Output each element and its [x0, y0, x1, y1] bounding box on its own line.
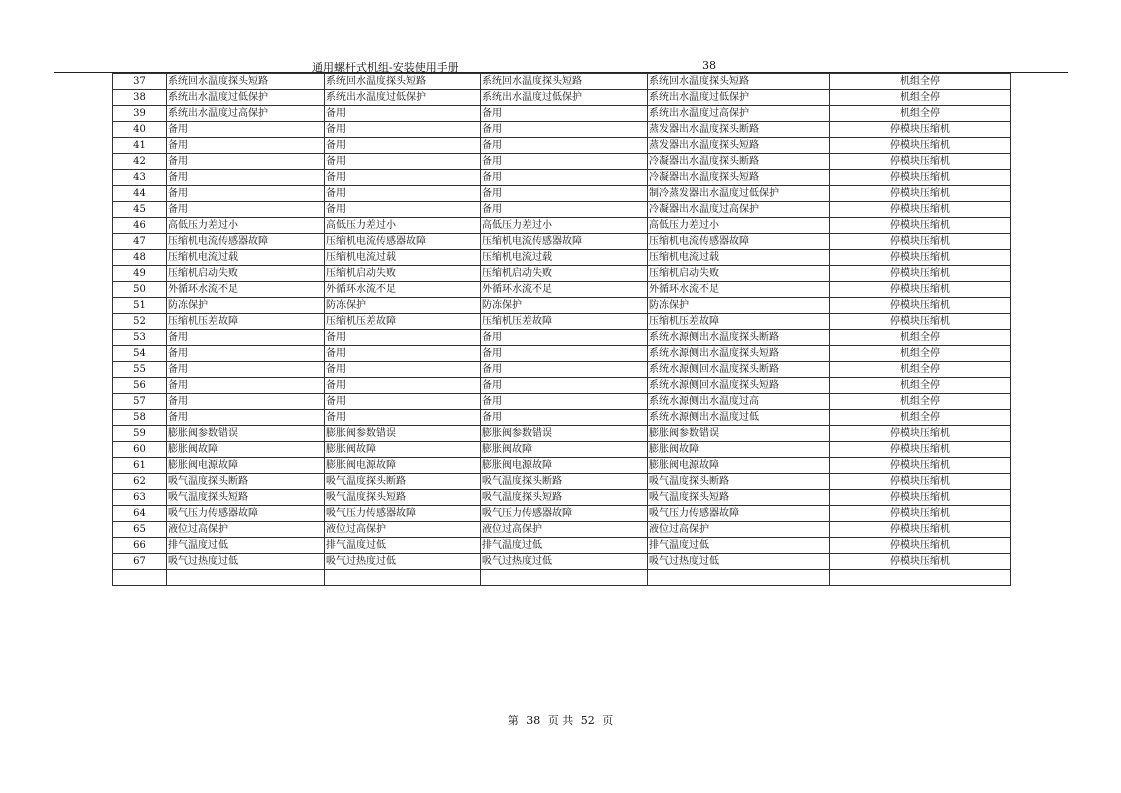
fault-action-cell: 停模块压缩机: [830, 538, 1011, 554]
fault-code-cell: 52: [113, 314, 167, 330]
fault-code-cell: 57: [113, 394, 167, 410]
footer-total-pages: 52: [580, 714, 595, 727]
fault-desc-b-cell: 膨胀阀故障: [325, 442, 481, 458]
fault-desc-d-cell: 高低压力差过小: [648, 218, 830, 234]
fault-desc-c-cell: 备用: [481, 106, 648, 122]
fault-desc-a-cell: 备用: [167, 410, 325, 426]
table-row: [113, 234, 1011, 250]
fault-desc-a-cell: 排气温度过低: [167, 538, 325, 554]
fault-code-cell: 37: [113, 74, 167, 90]
fault-desc-c-cell: [481, 570, 648, 586]
fault-desc-a-cell: 吸气温度探头断路: [167, 474, 325, 490]
fault-action-cell: 停模块压缩机: [830, 122, 1011, 138]
fault-desc-c-cell: 备用: [481, 138, 648, 154]
fault-code-cell: 58: [113, 410, 167, 426]
fault-desc-c-cell: 吸气过热度过低: [481, 554, 648, 570]
fault-desc-d-cell: 系统水源侧出水温度探头断路: [648, 330, 830, 346]
fault-desc-c-cell: 高低压力差过小: [481, 218, 648, 234]
fault-desc-c-cell: 吸气温度探头短路: [481, 490, 648, 506]
fault-desc-a-cell: [167, 570, 325, 586]
fault-desc-b-cell: 备用: [325, 394, 481, 410]
fault-desc-b-cell: [325, 570, 481, 586]
fault-action-cell: 停模块压缩机: [830, 426, 1011, 442]
table-row: [113, 122, 1011, 138]
fault-desc-b-cell: 备用: [325, 202, 481, 218]
table-row: [113, 490, 1011, 506]
fault-action-cell: 停模块压缩机: [830, 138, 1011, 154]
fault-action-cell: 机组全停: [830, 106, 1011, 122]
table-row: [113, 106, 1011, 122]
fault-action-cell: 停模块压缩机: [830, 314, 1011, 330]
fault-action-cell: 停模块压缩机: [830, 202, 1011, 218]
fault-desc-c-cell: 备用: [481, 122, 648, 138]
fault-action-cell: 机组全停: [830, 362, 1011, 378]
fault-desc-d-cell: 制冷蒸发器出水温度过低保护: [648, 186, 830, 202]
fault-desc-d-cell: 吸气温度探头断路: [648, 474, 830, 490]
fault-desc-d-cell: 系统出水温度过低保护: [648, 90, 830, 106]
fault-action-cell: 停模块压缩机: [830, 170, 1011, 186]
fault-desc-b-cell: 外循环水流不足: [325, 282, 481, 298]
fault-desc-c-cell: 膨胀阀电源故障: [481, 458, 648, 474]
fault-desc-b-cell: 备用: [325, 154, 481, 170]
table-row: [113, 138, 1011, 154]
fault-desc-c-cell: 备用: [481, 394, 648, 410]
fault-desc-c-cell: 备用: [481, 186, 648, 202]
fault-desc-b-cell: 压缩机电流过载: [325, 250, 481, 266]
fault-desc-c-cell: 系统回水温度探头短路: [481, 74, 648, 90]
table-row: [113, 506, 1011, 522]
fault-action-cell: 停模块压缩机: [830, 298, 1011, 314]
fault-desc-c-cell: 压缩机启动失败: [481, 266, 648, 282]
fault-desc-a-cell: 膨胀阀参数错误: [167, 426, 325, 442]
fault-desc-d-cell: 冷凝器出水温度探头短路: [648, 170, 830, 186]
fault-desc-a-cell: 备用: [167, 346, 325, 362]
fault-desc-c-cell: 系统出水温度过低保护: [481, 90, 648, 106]
fault-desc-d-cell: 系统回水温度探头短路: [648, 74, 830, 90]
fault-desc-c-cell: 吸气压力传感器故障: [481, 506, 648, 522]
fault-desc-a-cell: 备用: [167, 378, 325, 394]
fault-desc-a-cell: 吸气温度探头短路: [167, 490, 325, 506]
table-row: [113, 218, 1011, 234]
fault-desc-b-cell: 液位过高保护: [325, 522, 481, 538]
page-footer: [0, 712, 1121, 728]
table-row: [113, 522, 1011, 538]
fault-desc-a-cell: 备用: [167, 154, 325, 170]
fault-code-cell: 62: [113, 474, 167, 490]
fault-desc-c-cell: 液位过高保护: [481, 522, 648, 538]
table-row: [113, 282, 1011, 298]
fault-desc-d-cell: 吸气温度探头短路: [648, 490, 830, 506]
fault-code-cell: 67: [113, 554, 167, 570]
table-row: [113, 474, 1011, 490]
footer-suffix: 页: [602, 714, 614, 727]
footer-prefix: 第: [507, 714, 519, 727]
fault-code-cell: 49: [113, 266, 167, 282]
table-row: [113, 410, 1011, 426]
fault-desc-c-cell: 备用: [481, 330, 648, 346]
table-row: [113, 346, 1011, 362]
fault-code-cell: 55: [113, 362, 167, 378]
fault-code-cell: 42: [113, 154, 167, 170]
fault-desc-d-cell: 防冻保护: [648, 298, 830, 314]
fault-desc-a-cell: 高低压力差过小: [167, 218, 325, 234]
fault-code-cell: 40: [113, 122, 167, 138]
fault-desc-c-cell: 备用: [481, 170, 648, 186]
fault-action-cell: 机组全停: [830, 74, 1011, 90]
fault-desc-b-cell: 吸气压力传感器故障: [325, 506, 481, 522]
fault-desc-b-cell: 吸气温度探头短路: [325, 490, 481, 506]
fault-desc-b-cell: 排气温度过低: [325, 538, 481, 554]
fault-desc-b-cell: 防冻保护: [325, 298, 481, 314]
fault-desc-b-cell: 压缩机压差故障: [325, 314, 481, 330]
fault-desc-d-cell: 冷凝器出水温度过高保护: [648, 202, 830, 218]
fault-desc-b-cell: 备用: [325, 330, 481, 346]
table-row: [113, 458, 1011, 474]
fault-desc-d-cell: 膨胀阀故障: [648, 442, 830, 458]
fault-desc-b-cell: 备用: [325, 362, 481, 378]
fault-code-cell: 45: [113, 202, 167, 218]
table-row: [113, 426, 1011, 442]
fault-desc-d-cell: 系统水源侧出水温度探头短路: [648, 346, 830, 362]
fault-desc-a-cell: 压缩机压差故障: [167, 314, 325, 330]
fault-desc-c-cell: 备用: [481, 362, 648, 378]
table-row: [113, 74, 1011, 90]
footer-current-page: 38: [526, 714, 541, 727]
fault-action-cell: 停模块压缩机: [830, 218, 1011, 234]
fault-action-cell: 机组全停: [830, 410, 1011, 426]
fault-code-cell: 53: [113, 330, 167, 346]
fault-desc-b-cell: 备用: [325, 170, 481, 186]
fault-desc-d-cell: 膨胀阀电源故障: [648, 458, 830, 474]
fault-code-cell: 51: [113, 298, 167, 314]
fault-desc-c-cell: 压缩机电流过载: [481, 250, 648, 266]
fault-desc-a-cell: 吸气过热度过低: [167, 554, 325, 570]
fault-code-cell: 50: [113, 282, 167, 298]
fault-desc-a-cell: 膨胀阀电源故障: [167, 458, 325, 474]
fault-action-cell: 机组全停: [830, 90, 1011, 106]
fault-desc-a-cell: 膨胀阀故障: [167, 442, 325, 458]
fault-code-cell: 44: [113, 186, 167, 202]
fault-desc-b-cell: 备用: [325, 378, 481, 394]
fault-desc-d-cell: 系统水源侧出水温度过高: [648, 394, 830, 410]
table-row: [113, 394, 1011, 410]
fault-code-cell: 56: [113, 378, 167, 394]
footer-middle: 页 共: [547, 714, 574, 727]
fault-code-cell: 64: [113, 506, 167, 522]
fault-action-cell: 停模块压缩机: [830, 442, 1011, 458]
fault-desc-c-cell: 外循环水流不足: [481, 282, 648, 298]
fault-desc-d-cell: 排气温度过低: [648, 538, 830, 554]
fault-desc-a-cell: 备用: [167, 330, 325, 346]
table-row: [113, 554, 1011, 570]
fault-desc-b-cell: 备用: [325, 138, 481, 154]
fault-desc-c-cell: 压缩机电流传感器故障: [481, 234, 648, 250]
fault-desc-a-cell: 压缩机启动失败: [167, 266, 325, 282]
fault-code-cell: 66: [113, 538, 167, 554]
fault-action-cell: 机组全停: [830, 346, 1011, 362]
fault-desc-b-cell: 高低压力差过小: [325, 218, 481, 234]
table-row: [113, 442, 1011, 458]
table-row: [113, 362, 1011, 378]
fault-desc-a-cell: 系统出水温度过低保护: [167, 90, 325, 106]
table-row: [113, 90, 1011, 106]
table-row: [113, 330, 1011, 346]
fault-action-cell: 停模块压缩机: [830, 554, 1011, 570]
table-row: [113, 538, 1011, 554]
fault-desc-c-cell: 吸气温度探头断路: [481, 474, 648, 490]
table-row: [113, 570, 1011, 586]
fault-desc-d-cell: 吸气压力传感器故障: [648, 506, 830, 522]
fault-desc-c-cell: 备用: [481, 154, 648, 170]
fault-action-cell: 机组全停: [830, 394, 1011, 410]
fault-action-cell: 机组全停: [830, 378, 1011, 394]
fault-code-cell: 54: [113, 346, 167, 362]
fault-desc-d-cell: 液位过高保护: [648, 522, 830, 538]
fault-action-cell: [830, 570, 1011, 586]
fault-desc-c-cell: 膨胀阀参数错误: [481, 426, 648, 442]
fault-action-cell: 停模块压缩机: [830, 154, 1011, 170]
table-row: [113, 314, 1011, 330]
fault-action-cell: 停模块压缩机: [830, 186, 1011, 202]
fault-action-cell: 停模块压缩机: [830, 266, 1011, 282]
fault-desc-b-cell: 吸气过热度过低: [325, 554, 481, 570]
fault-desc-d-cell: 系统水源侧回水温度探头短路: [648, 378, 830, 394]
table-row: [113, 202, 1011, 218]
fault-desc-b-cell: 备用: [325, 122, 481, 138]
fault-action-cell: 机组全停: [830, 330, 1011, 346]
fault-desc-b-cell: 膨胀阀电源故障: [325, 458, 481, 474]
fault-action-cell: 停模块压缩机: [830, 458, 1011, 474]
fault-code-cell: 46: [113, 218, 167, 234]
table-row: [113, 378, 1011, 394]
fault-desc-a-cell: 系统回水温度探头短路: [167, 74, 325, 90]
fault-desc-b-cell: 系统回水温度探头短路: [325, 74, 481, 90]
fault-action-cell: 停模块压缩机: [830, 250, 1011, 266]
fault-code-cell: 43: [113, 170, 167, 186]
fault-desc-c-cell: 备用: [481, 378, 648, 394]
fault-action-cell: 停模块压缩机: [830, 522, 1011, 538]
fault-desc-a-cell: 备用: [167, 122, 325, 138]
fault-desc-d-cell: 系统出水温度过高保护: [648, 106, 830, 122]
fault-code-cell: 60: [113, 442, 167, 458]
fault-desc-d-cell: 膨胀阀参数错误: [648, 426, 830, 442]
fault-desc-d-cell: 压缩机压差故障: [648, 314, 830, 330]
fault-desc-a-cell: 备用: [167, 186, 325, 202]
fault-desc-c-cell: 备用: [481, 202, 648, 218]
table-row: [113, 298, 1011, 314]
fault-desc-d-cell: 压缩机电流过载: [648, 250, 830, 266]
fault-desc-d-cell: 压缩机电流传感器故障: [648, 234, 830, 250]
fault-desc-b-cell: 膨胀阀参数错误: [325, 426, 481, 442]
fault-code-cell: 61: [113, 458, 167, 474]
fault-desc-d-cell: 冷凝器出水温度探头断路: [648, 154, 830, 170]
fault-desc-d-cell: 外循环水流不足: [648, 282, 830, 298]
fault-action-cell: 停模块压缩机: [830, 490, 1011, 506]
header-page-number: 38: [702, 59, 716, 72]
document-title: 通用螺杆式机组-安装使用手册: [312, 61, 459, 74]
table-row: [113, 250, 1011, 266]
fault-desc-d-cell: 系统水源侧出水温度过低: [648, 410, 830, 426]
fault-desc-b-cell: 备用: [325, 410, 481, 426]
fault-desc-a-cell: 备用: [167, 394, 325, 410]
fault-action-cell: 停模块压缩机: [830, 506, 1011, 522]
fault-desc-c-cell: 排气温度过低: [481, 538, 648, 554]
fault-desc-a-cell: 压缩机电流传感器故障: [167, 234, 325, 250]
fault-desc-b-cell: 压缩机启动失败: [325, 266, 481, 282]
fault-desc-a-cell: 防冻保护: [167, 298, 325, 314]
fault-desc-d-cell: 压缩机启动失败: [648, 266, 830, 282]
fault-desc-a-cell: 液位过高保护: [167, 522, 325, 538]
fault-desc-a-cell: 备用: [167, 202, 325, 218]
fault-desc-c-cell: 防冻保护: [481, 298, 648, 314]
fault-code-cell: 48: [113, 250, 167, 266]
fault-desc-b-cell: 吸气温度探头断路: [325, 474, 481, 490]
table-row: [113, 170, 1011, 186]
fault-code-cell: 47: [113, 234, 167, 250]
fault-desc-b-cell: 压缩机电流传感器故障: [325, 234, 481, 250]
fault-desc-a-cell: 备用: [167, 170, 325, 186]
fault-code-table: [112, 73, 1011, 586]
fault-desc-a-cell: 外循环水流不足: [167, 282, 325, 298]
fault-desc-d-cell: 系统水源侧回水温度探头断路: [648, 362, 830, 378]
fault-code-cell: 59: [113, 426, 167, 442]
fault-desc-c-cell: 备用: [481, 410, 648, 426]
fault-code-table-body: [113, 74, 1011, 586]
table-row: [113, 186, 1011, 202]
fault-desc-b-cell: 备用: [325, 186, 481, 202]
fault-code-cell: 38: [113, 90, 167, 106]
fault-desc-a-cell: 备用: [167, 138, 325, 154]
fault-desc-a-cell: 备用: [167, 362, 325, 378]
fault-desc-d-cell: 蒸发器出水温度探头短路: [648, 138, 830, 154]
fault-desc-a-cell: 压缩机电流过载: [167, 250, 325, 266]
fault-code-cell: [113, 570, 167, 586]
fault-code-cell: 65: [113, 522, 167, 538]
fault-desc-b-cell: 备用: [325, 346, 481, 362]
fault-code-cell: 39: [113, 106, 167, 122]
fault-desc-d-cell: [648, 570, 830, 586]
fault-desc-a-cell: 系统出水温度过高保护: [167, 106, 325, 122]
fault-action-cell: 停模块压缩机: [830, 474, 1011, 490]
fault-desc-b-cell: 系统出水温度过低保护: [325, 90, 481, 106]
fault-desc-d-cell: 吸气过热度过低: [648, 554, 830, 570]
table-row: [113, 154, 1011, 170]
fault-code-cell: 63: [113, 490, 167, 506]
fault-desc-c-cell: 备用: [481, 346, 648, 362]
fault-desc-a-cell: 吸气压力传感器故障: [167, 506, 325, 522]
fault-action-cell: 停模块压缩机: [830, 282, 1011, 298]
fault-desc-b-cell: 备用: [325, 106, 481, 122]
fault-desc-c-cell: 膨胀阀故障: [481, 442, 648, 458]
fault-desc-c-cell: 压缩机压差故障: [481, 314, 648, 330]
fault-code-cell: 41: [113, 138, 167, 154]
fault-desc-d-cell: 蒸发器出水温度探头断路: [648, 122, 830, 138]
fault-action-cell: 停模块压缩机: [830, 234, 1011, 250]
table-row: [113, 266, 1011, 282]
